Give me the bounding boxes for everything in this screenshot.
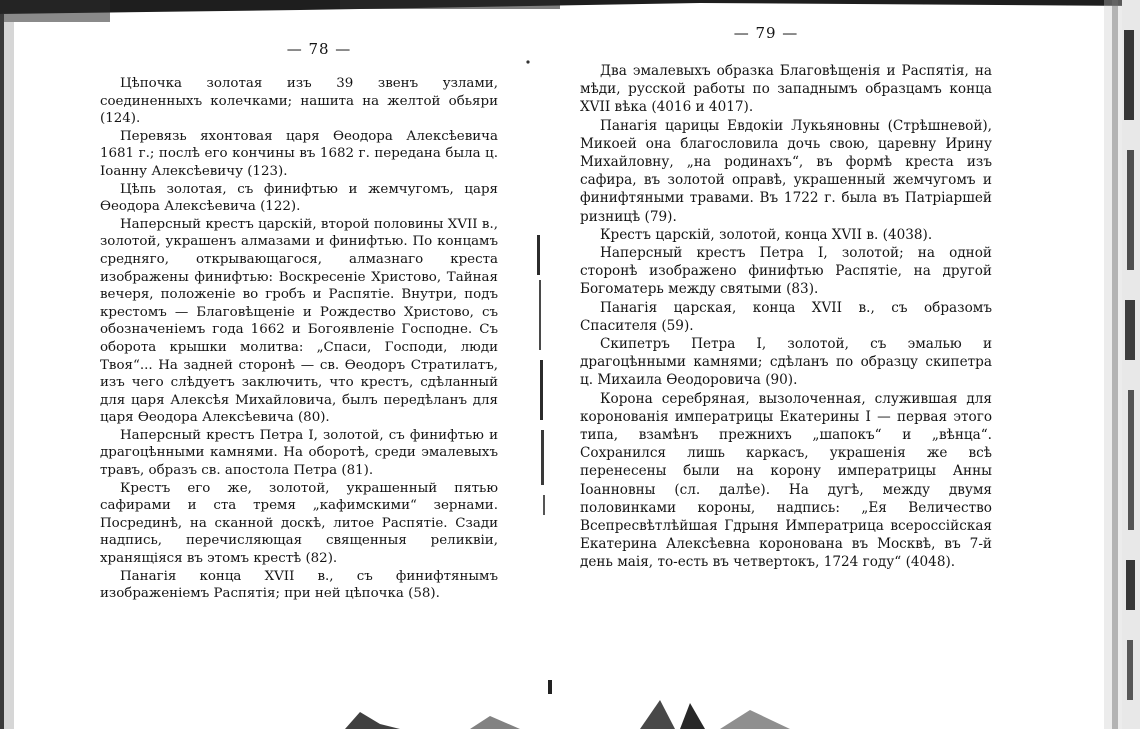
paragraph: Цѣпочка золотая изъ 39 звенъ узлами, соединенныхъ колечками; нашита на желтой обьяри (124). (100, 76, 498, 127)
bottom-edge-shadow (345, 700, 790, 729)
paragraph: Наперсный крестъ Петра I, золотой; на одной сторонѣ изображено финифтью Распятіе, на другой Богоматерь между святыми (83). (580, 245, 992, 298)
gutter-fold-shadow (526, 60, 552, 694)
left-page (100, 40, 498, 603)
paragraph: Панагія царицы Евдокіи Лукьяновны (Стрѣшневой), Микоей она благословила дочь свою, царевну Ирину Михайловну, „на родинахъ“, въ формѣ креста изъ сафира, въ золотой оправѣ, украшенный жемчугомъ и финифтяными травами. Въ 1722 г. была въ Патріаршей ризницѣ (79). (580, 117, 992, 225)
paragraph: Наперсный крестъ Петра I, золотой, съ финифтью и драгоцѣнными камнями. На оборотѣ, среди эмалевыхъ травъ, образъ св. апостола Петра (81). (100, 427, 498, 479)
paragraph: Корона серебряная, вызолоченная, служившая для коронованія императрицы Екатерины I — первая этого типа, взамѣнъ прежнихъ „шапокъ“ и „вѣнца“. Сохранился лишь каркасъ, украшенія же всѣ перенесены были на корону императрицы Анны Іоанновны (сл. далѣе). На дугѣ, между двумя половинками короны, надпись: „Ея Величество Всепресвѣтлѣйшая Гдрыня Императрица всероссійская Екатерина Алексѣевна коронована въ Москвѣ, въ 7-й день маія, то-есть въ четвертокъ, 1724 году“ (4048). (580, 390, 992, 571)
left-edge-shadow (0, 14, 14, 729)
top-dark-margin (0, 0, 1140, 14)
paragraph: Панагія царская, конца XVII в., съ образомъ Спасителя (59). (580, 299, 992, 334)
paragraph: Наперсный крестъ царскій, второй половины XVII в., золотой, украшенъ алмазами и финифтью. По концамъ средняго, открывающагося, алмазнаго креста изображены финифтью: Воскресеніе Христово, Тайная вечеря, положеніе во гробъ и Распятіе. Внутри, подъ крестомъ — Благовѣщеніе и Рождество Христово, съ обозначеніемъ года 1662 и Богоявленіе Господне. Съ оборота крышки молитва: „Спаси, Господи, люди Твоя“... На задней сторонѣ — св. Ѳеодоръ Стратилатъ, изъ чего слѣдуетъ заключить, что крестъ, сдѣланный для царя Алексѣя Михайловича, былъ передѣланъ для царя Ѳеодора Алексѣевича (80). (100, 216, 498, 426)
top-left-shadow (0, 0, 110, 22)
right-edge-shadow (1104, 0, 1140, 729)
paragraph: Два эмалевыхъ образка Благовѣщенія и Распятія, на мѣди, русской работы по западнымъ образцамъ конца XVII вѣка (4016 и 4017). (580, 63, 992, 116)
page-number-left: — 78 — (286, 40, 352, 58)
paragraph: Перевязь яхонтовая царя Ѳеодора Алексѣевича 1681 г.; послѣ его кончины въ 1682 г. передана была ц. Іоанну Алексѣевичу (123). (100, 128, 498, 179)
page-number-right: — 79 — (733, 24, 799, 42)
paragraph: Крестъ его же, золотой, украшенный пятью сафирами и ста тремя „кафимскими“ зернами. Посрединѣ, на сканной доскѣ, литое Распятіе. Сзади надпись, перечисляющая священныя реликвіи, хранящіяся въ этомъ крестѣ (82). (100, 480, 498, 567)
paragraph: Панагія конца XVII в., съ финифтянымъ изображеніемъ Распятія; при ней цѣпочка (58). (100, 568, 498, 602)
right-page (580, 24, 992, 572)
paragraph: Крестъ царскій, золотой, конца XVII в. (4038). (600, 226, 933, 243)
paragraph: Цѣпь золотая, съ финифтью и жемчугомъ, царя Ѳеодора Алексѣевича (122). (100, 181, 498, 215)
top-middle-shadow (340, 0, 560, 9)
paragraph: Скипетръ Петра I, золотой, съ эмалью и драгоцѣнными камнями; сдѣланъ по образцу скипетра ц. Михаила Ѳеодоровича (90). (580, 336, 992, 389)
